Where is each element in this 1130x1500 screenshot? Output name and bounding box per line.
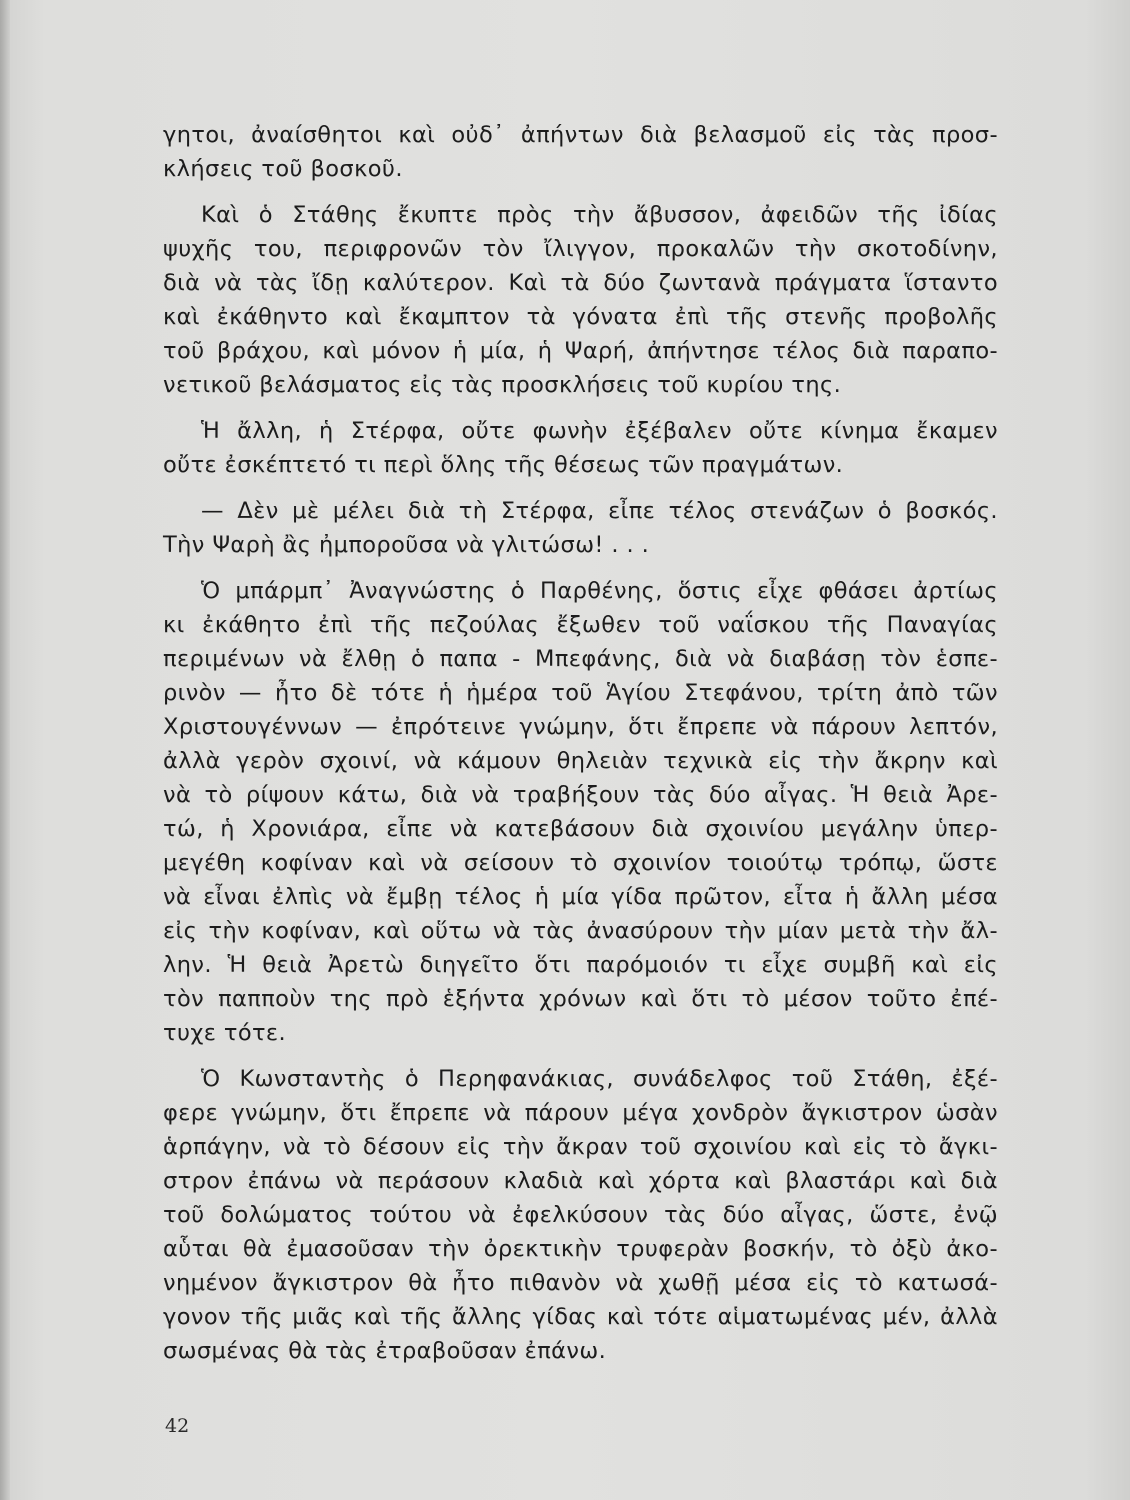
text-line: νὰ εἶναι ἐλπὶς νὰ ἔμβῃ τέλος ἡ μία γίδα πρῶτον, εἶτα ἡ ἄλλη μέσα <box>163 884 998 910</box>
text-line: Χριστουγέννων — ἐπρότεινε γνώμην, ὅτι ἔπρεπε νὰ πάρουν λεπτόν, <box>163 714 998 740</box>
page-binding-shadow <box>0 0 10 1500</box>
text-line: νὰ τὸ ρίψουν κάτω, διὰ νὰ τραβήξουν τὰς δύο αἶγας. Ἡ θειὰ Ἀρε- <box>163 782 998 808</box>
text-line: φερε γνώμην, ὅτι ἔπρεπε νὰ πάρουν μέγα χονδρὸν ἄγκιστρον ὡσὰν <box>163 1100 998 1126</box>
text-line: καὶ ἐκάθηντο καὶ ἔκαμπτον τὰ γόνατα ἐπὶ τῆς στενῆς προβολῆς <box>163 304 998 330</box>
text-line: γητοι, ἀναίσθητοι καὶ οὐδ᾽ ἀπήντων διὰ βελασμοῦ εἰς τὰς προσ- <box>163 122 998 148</box>
text-line: μεγέθη κοφίναν καὶ νὰ σείσουν τὸ σχοινίον τοιούτῳ τρόπῳ, ὥστε <box>163 850 998 876</box>
page-number: 42 <box>165 1415 190 1437</box>
text-line: ἀλλὰ γερὸν σχοινί, νὰ κάμουν θηλειὰν τεχνικὰ εἰς τὴν ἄκρην καὶ <box>163 748 998 774</box>
text-line: τοῦ δολώματος τούτου νὰ ἐφελκύσουν τὰς δύο αἶγας, ὥστε, ἐνῷ <box>163 1202 998 1228</box>
text-line: λην. Ἡ θειὰ Ἀρετὼ διηγεῖτο ὅτι παρόμοιόν τι εἶχε συμβῆ καὶ εἰς <box>163 952 998 978</box>
text-line: κι ἐκάθητο ἐπὶ τῆς πεζούλας ἔξωθεν τοῦ ναΐσκου τῆς Παναγίας <box>163 612 998 638</box>
text-line: Ὁ Κωνσταντὴς ὁ Περηφανάκιας, συνάδελφος τοῦ Στάθη, ἐξέ- <box>201 1066 998 1092</box>
text-line: ψυχῆς του, περιφρονῶν τὸν ἴλιγγον, προκαλῶν τὴν σκοτοδίνην, <box>163 236 998 262</box>
text-line: ρινὸν — ἦτο δὲ τότε ἡ ἡμέρα τοῦ Ἁγίου Στεφάνου, τρίτη ἀπὸ τῶν <box>163 680 998 706</box>
text-line: Ὁ μπάρμπ᾽ Ἀναγνώστης ὁ Παρθένης, ὅστις εἶχε φθάσει ἀρτίως <box>201 578 998 604</box>
text-line: τώ, ἡ Χρονιάρα, εἶπε νὰ κατεβάσουν διὰ σχοινίου μεγάλην ὑπερ- <box>163 816 998 842</box>
text-line: εἰς τὴν κοφίναν, καὶ οὕτω νὰ τὰς ἀνασύρουν τὴν μίαν μετὰ τὴν ἄλ- <box>163 918 998 944</box>
text-line: διὰ νὰ τὰς ἴδῃ καλύτερον. Καὶ τὰ δύο ζωντανὰ πράγματα ἵσταντο <box>163 270 998 296</box>
text-line: στρον ἐπάνω νὰ περάσουν κλαδιὰ καὶ χόρτα καὶ βλαστάρι καὶ διὰ <box>163 1168 998 1194</box>
text-line: περιμένων νὰ ἔλθῃ ὁ παπα - Μπεφάνης, διὰ νὰ διαβάσῃ τὸν ἑσπε- <box>163 646 998 672</box>
text-line: Τὴν Ψαρὴ ἂς ἠμποροῦσα νὰ γλιτώσω! . . . <box>163 532 650 558</box>
text-line: νετικοῦ βελάσματος εἰς τὰς προσκλήσεις τοῦ κυρίου της. <box>163 372 842 398</box>
text-line: αὗται θὰ ἐμασοῦσαν τὴν ὀρεκτικὴν τρυφερὰν βοσκήν, τὸ ὀξὺ ἀκο- <box>163 1236 998 1262</box>
text-line: — Δὲν μὲ μέλει διὰ τὴ Στέρφα, εἶπε τέλος στενάζων ὁ βοσκός. <box>201 498 998 524</box>
text-line: τὸν παπποὺν της πρὸ ἑξήντα χρόνων καὶ ὅτι τὸ μέσον τοῦτο ἐπέ- <box>163 986 998 1012</box>
text-line: ἁρπάγην, νὰ τὸ δέσουν εἰς τὴν ἄκραν τοῦ σχοινίου καὶ εἰς τὸ ἄγκι- <box>163 1134 998 1160</box>
text-line: οὔτε ἐσκέπτετό τι περὶ ὅλης τῆς θέσεως τῶν πραγμάτων. <box>163 452 844 478</box>
paragraph <box>163 574 998 1050</box>
text-line: Καὶ ὁ Στάθης ἔκυπτε πρὸς τὴν ἄβυσσον, ἀφειδῶν τῆς ἰδίας <box>201 202 998 228</box>
paragraph <box>163 494 998 562</box>
text-line: νημένον ἄγκιστρον θὰ ἦτο πιθανὸν νὰ χωθῇ μέσα εἰς τὸ κατωσά- <box>163 1270 998 1296</box>
text-line: σωσμένας θὰ τὰς ἐτραβοῦσαν ἐπάνω. <box>163 1338 607 1364</box>
paragraph <box>163 198 998 402</box>
paragraph <box>163 1062 998 1368</box>
text-line: τυχε τότε. <box>163 1020 287 1046</box>
text-line: Ἡ ἄλλη, ἡ Στέρφα, οὔτε φωνὴν ἐξέβαλεν οὔτε κίνημα ἔκαμεν <box>201 418 998 444</box>
paragraph <box>163 118 998 186</box>
text-line: κλήσεις τοῦ βοσκοῦ. <box>163 156 403 182</box>
body-text <box>163 118 998 1380</box>
paragraph <box>163 414 998 482</box>
text-line: τοῦ βράχου, καὶ μόνον ἡ μία, ἡ Ψαρή, ἀπήντησε τέλος διὰ παραπο- <box>163 338 998 364</box>
text-line: γονον τῆς μιᾶς καὶ τῆς ἄλλης γίδας καὶ τότε αἱματωμένας μέν, ἀλλὰ <box>163 1304 998 1330</box>
